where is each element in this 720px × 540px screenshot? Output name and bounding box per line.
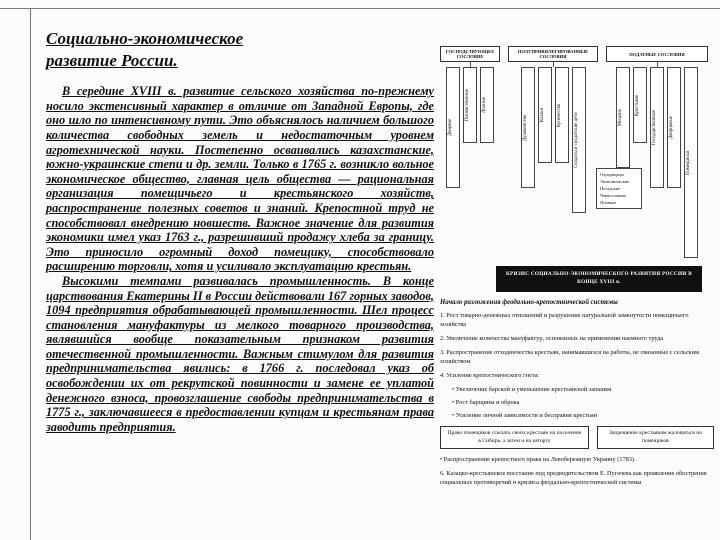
paragraph-industry: Высокими темпами развивалась промышленность. В конце царствования Екатерины II в России действовали 167 горных заводов, 1094 предприятия обрабатывающей промышленности. Шел процесс становления мануфактуры из мелкого товарного производства, являвшийся вообще показательным признаком развития отечественной промышленности. Важным стимулом для развития предпринимательства явились: в 1766 г. последовал указ об освобождении их от рекрутской повинности и замене ее уплатой денежного взноса, провозглашение свободы предпринимательства в 1775 г., заключавшееся в предоставлении купцам и крестьянам права заводить предприятия. [46, 273, 434, 434]
estate-boxes-dominant [446, 67, 494, 188]
slide-text-column [46, 28, 434, 434]
estate-header-semiprivileged: ПОЛУПРИВИЛЕГИРОВАННЫЕ СОСЛОВИЯ [508, 46, 598, 62]
estate-box-peasants: Крестьяне [633, 67, 647, 143]
crisis-sub-item: • Увеличение барской и уменьшение крестьянской запашки [452, 385, 612, 393]
state-peasants-list [596, 168, 642, 209]
crisis-sub-item: • Усиление личной зависимости и бесправия крестьян [452, 411, 598, 419]
estate-box-personal: Личные [480, 67, 494, 143]
state-peasants-item: Однодворцы [600, 172, 624, 177]
exile-right-box: Право помещиков ссылать своих крестьян на поселение в Сибирь, а затем и на каторгу [440, 426, 589, 450]
crisis-item: 3. Распространение отходничества крестьян, нанимавшихся на работы, не связанные с сельским хозяйством [440, 349, 699, 365]
crisis-section [440, 298, 714, 489]
estate-boxes-semiprivileged [521, 67, 586, 213]
frame-line-top [0, 8, 720, 9]
state-peasants-item: Экономические [600, 179, 630, 185]
estates-scheme [440, 46, 716, 258]
paragraph-agriculture: В середине XVIII в. развитие сельского хозяйства по-прежнему носило экстенсивный характер в отличие от Западной Европы, где оно шло по интенсивному пути. Это объяснялось наличием большого количества свободных земель и недостаточным уровнем агротехнической науки. Постепенно осваивались казахстанские, южно-украинские степи и др. земли. Только в 1765 г. возникло вольное экономическое общество, главная цель общества — рациональная организация помещичьего и крестьянского хозяйств, распространение полезных советов и знаний. Крепостной труд не способствовал внедрению новшеств. Важное значение для развития экономики имел указ 1763 г., разрешивший продажу хлеба за границу. Это приносило огромный доход помещику, способствовало расширению торговли, хотя и усиливало эксплуатацию крестьян. [46, 84, 434, 274]
estate-boxes-taxable [616, 67, 698, 258]
estate-header-taxable: ПОДАТНЫЕ СОСЛОВИЯ [606, 46, 708, 62]
crisis-banner: КРИЗИС СОЦИАЛЬНО-ЭКОНОМИЧЕСКОГО РАЗВИТИЯ РОССИИ В КОНЦЕ XVIII в. [496, 266, 702, 292]
estate-box-nobles: Дворяне [446, 67, 460, 188]
state-peasants-item: Черносошные [600, 193, 627, 199]
estate-box-cossacks: Казаки [538, 67, 552, 163]
estate-group-dominant [440, 46, 500, 188]
crisis-item: 6. Казацко-крестьянское восстание под предводительством Е. Пугачева как проявление обострения социальных противоречий и кризиса феодально-крепостнической системы [440, 470, 707, 487]
crisis-boxes-row [440, 426, 714, 450]
estate-box-hereditary: Потомственные [463, 67, 477, 143]
estate-box-clergy: Духовенство [521, 67, 535, 188]
estate-box-landlord-peasants: Помещичьи [684, 67, 698, 258]
crisis-item: 4. Усиление крепостнического гнета: [440, 371, 540, 379]
state-peasants-item: Посадские [600, 186, 621, 192]
crisis-item: • Распространение крепостного права на Левобережную Украину (1783) [440, 456, 635, 464]
estate-header-dominant: ГОСПОДСТВУЮЩЕЕ СОСЛОВИЕ [440, 46, 500, 62]
state-peasants-item: Ясачные [600, 200, 617, 206]
estate-box-townsfolk: Мещане [616, 67, 630, 168]
crisis-item: 1. Рост товарно-денежных отношений и разрушение натуральной замкнутости помещичьего хозяйства [440, 312, 689, 329]
crisis-item: 2. Увеличение количества мануфактур, основанных на применении наемного труда [440, 335, 664, 343]
frame-line-left [30, 8, 31, 540]
estates-diagram [440, 12, 716, 493]
crisis-sub-item: • Рост барщины и оброка [452, 398, 520, 406]
estate-box-soldiers: Солдаты и солдатские дети [572, 67, 586, 213]
estate-group-taxable [606, 46, 708, 258]
estate-box-merchants: Купечество [555, 67, 569, 163]
estate-group-semiprivileged [508, 46, 598, 213]
estate-box-state-peasants: Государственные [650, 67, 664, 188]
estate-box-palace-peasants: Дворцовые [667, 67, 681, 188]
crisis-heading: Начало разложения феодально-крепостнической системы [440, 298, 618, 306]
page-title: Социально-экономическое развитие России. [46, 29, 244, 71]
complaint-ban-box: Запрещение крестьянам жаловаться на помещиков [597, 426, 714, 450]
